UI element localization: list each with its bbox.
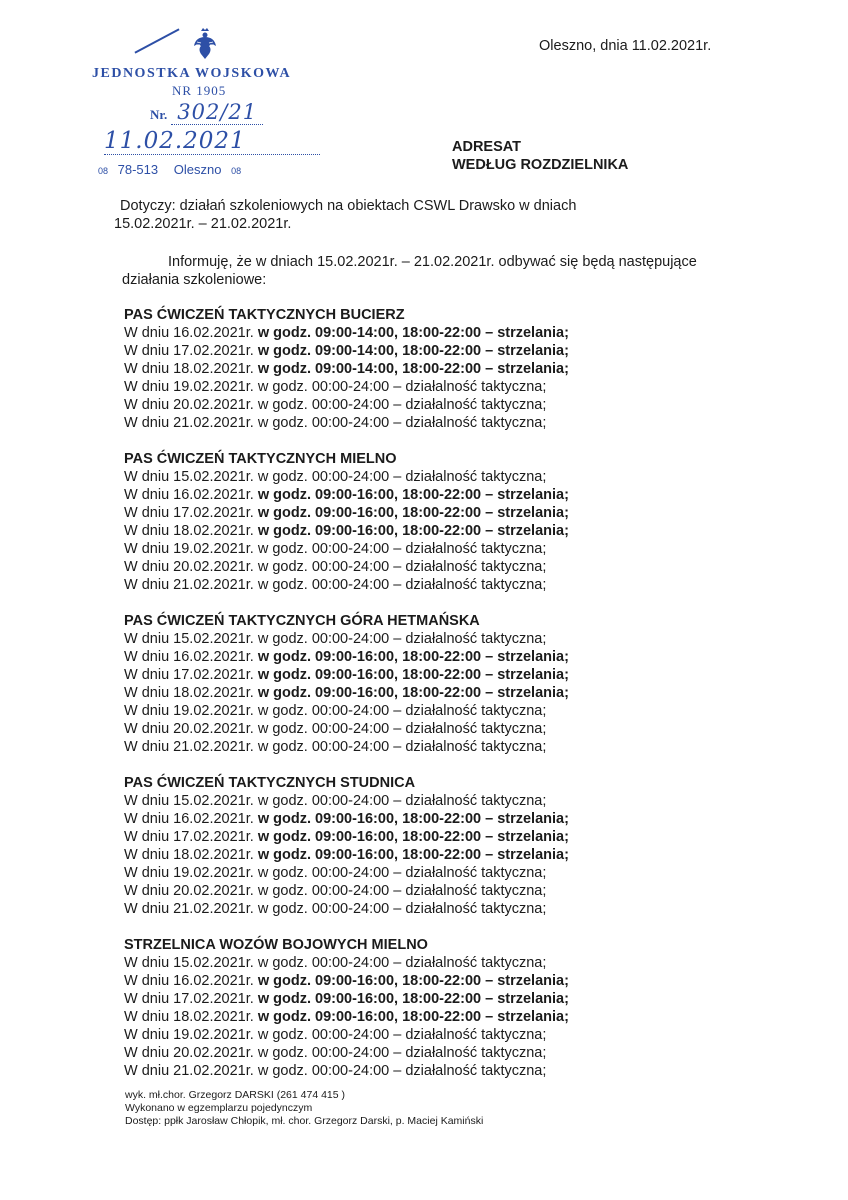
row-detail: w godz. 00:00-24:00 – działalność taktyczna;: [257, 901, 547, 917]
row-detail: w godz. 00:00-24:00 – działalność taktyczna;: [257, 469, 547, 485]
row-detail: w godz. 00:00-24:00 – działalność taktyczna;: [257, 1027, 547, 1043]
row-detail: w godz. 09:00-16:00, 18:00-22:00 – strzelania;: [257, 1009, 569, 1025]
schedule-row: [124, 738, 784, 756]
row-detail: w godz. 00:00-24:00 – działalność taktyczna;: [257, 577, 547, 593]
stamp-document-number: [150, 100, 263, 124]
schedule-section: [124, 306, 784, 432]
intro-line-1: Informuję, że w dniach 15.02.2021r. – 21.02.2021r. odbywać się będą następujące: [168, 254, 697, 270]
subject-label: Dotyczy:: [120, 198, 176, 214]
row-detail: w godz. 09:00-16:00, 18:00-22:00 – strzelania;: [257, 847, 569, 863]
schedule-row: [124, 810, 784, 828]
footer-author: wyk. mł.chor. Grzegorz DARSKI (261 474 415 ): [125, 1089, 346, 1101]
schedule-row: [124, 1008, 784, 1026]
training-schedule: [124, 306, 784, 1098]
row-detail: w godz. 00:00-24:00 – działalność taktyczna;: [257, 541, 547, 557]
row-date: W dniu 15.02.2021r.: [124, 469, 258, 485]
schedule-row: [124, 576, 784, 594]
subject-text: działań szkoleniowych na obiektach CSWL Drawsko w dniach: [175, 198, 577, 214]
footer-copies: Wykonano w egzemplarzu pojedynczym: [125, 1102, 313, 1114]
stamp-unit-number: NR 1905: [172, 83, 227, 98]
row-date: W dniu 17.02.2021r.: [124, 667, 258, 683]
row-date: W dniu 20.02.2021r.: [124, 721, 258, 737]
schedule-row: [124, 522, 784, 540]
row-date: W dniu 16.02.2021r.: [124, 811, 258, 827]
row-detail: w godz. 00:00-24:00 – działalność taktyczna;: [257, 739, 547, 755]
schedule-row: [124, 828, 784, 846]
schedule-row: [124, 882, 784, 900]
row-detail: w godz. 09:00-14:00, 18:00-22:00 – strzelania;: [257, 343, 569, 359]
stamp-city: Oleszno: [173, 162, 222, 177]
schedule-row: [124, 1044, 784, 1062]
section-title: STRZELNICA WOZÓW BOJOWYCH MIELNO: [124, 937, 428, 953]
schedule-row: [124, 900, 784, 918]
row-detail: w godz. 09:00-14:00, 18:00-22:00 – strzelania;: [257, 325, 569, 341]
row-detail: w godz. 09:00-16:00, 18:00-22:00 – strzelania;: [257, 973, 569, 989]
row-date: W dniu 20.02.2021r.: [124, 559, 258, 575]
addressee-block: [452, 138, 628, 174]
row-date: W dniu 16.02.2021r.: [124, 487, 258, 503]
stamp-number-label: Nr.: [150, 107, 168, 122]
addressee-line-1: ADRESAT: [452, 139, 522, 155]
row-date: W dniu 18.02.2021r.: [124, 523, 258, 539]
row-detail: w godz. 00:00-24:00 – działalność taktyczna;: [257, 955, 547, 971]
row-detail: w godz. 09:00-14:00, 18:00-22:00 – strzelania;: [257, 361, 569, 377]
intro-line-2: działania szkoleniowe:: [122, 272, 267, 288]
schedule-row: [124, 414, 784, 432]
schedule-section: [124, 612, 784, 756]
row-date: W dniu 19.02.2021r.: [124, 541, 258, 557]
schedule-row: [124, 666, 784, 684]
schedule-row: [124, 396, 784, 414]
row-detail: w godz. 00:00-24:00 – działalność taktyczna;: [257, 631, 547, 647]
schedule-row: [124, 1062, 784, 1080]
row-date: W dniu 21.02.2021r.: [124, 1063, 258, 1079]
row-date: W dniu 18.02.2021r.: [124, 361, 258, 377]
schedule-row: [124, 504, 784, 522]
section-title: PAS ĆWICZEŃ TAKTYCZNYCH STUDNICA: [124, 775, 416, 791]
stamp-unit-name: JEDNOSTKA WOJSKOWA: [92, 66, 292, 81]
row-detail: w godz. 00:00-24:00 – działalność taktyczna;: [257, 883, 547, 899]
schedule-row: [124, 1026, 784, 1044]
row-date: W dniu 21.02.2021r.: [124, 901, 258, 917]
row-date: W dniu 18.02.2021r.: [124, 847, 258, 863]
schedule-row: [124, 324, 784, 342]
row-date: W dniu 17.02.2021r.: [124, 829, 258, 845]
schedule-row: [124, 360, 784, 378]
section-title: PAS ĆWICZEŃ TAKTYCZNYCH GÓRA HETMAŃSKA: [124, 613, 480, 629]
row-date: W dniu 21.02.2021r.: [124, 577, 258, 593]
row-date: W dniu 18.02.2021r.: [124, 685, 258, 701]
schedule-section: [124, 774, 784, 918]
row-detail: w godz. 09:00-16:00, 18:00-22:00 – strzelania;: [257, 487, 569, 503]
row-date: W dniu 15.02.2021r.: [124, 631, 258, 647]
row-detail: w godz. 09:00-16:00, 18:00-22:00 – strzelania;: [257, 523, 569, 539]
row-date: W dniu 19.02.2021r.: [124, 379, 258, 395]
schedule-row: [124, 954, 784, 972]
row-date: W dniu 19.02.2021r.: [124, 1027, 258, 1043]
row-detail: w godz. 09:00-16:00, 18:00-22:00 – strzelania;: [257, 667, 569, 683]
schedule-row: [124, 342, 784, 360]
schedule-row: [124, 540, 784, 558]
row-date: W dniu 20.02.2021r.: [124, 1045, 258, 1061]
official-stamp: [90, 28, 340, 188]
stamp-postal-code: 78-513: [117, 162, 159, 177]
section-title: PAS ĆWICZEŃ TAKTYCZNYCH BUCIERZ: [124, 307, 405, 323]
row-detail: w godz. 09:00-16:00, 18:00-22:00 – strzelania;: [257, 811, 569, 827]
stamp-postal-line: [98, 162, 328, 177]
schedule-row: [124, 720, 784, 738]
schedule-row: [124, 792, 784, 810]
signature-stroke: [134, 28, 179, 53]
stamp-code-left: 08: [98, 166, 109, 176]
row-date: W dniu 16.02.2021r.: [124, 325, 258, 341]
schedule-row: [124, 378, 784, 396]
row-date: W dniu 17.02.2021r.: [124, 343, 258, 359]
section-title: PAS ĆWICZEŃ TAKTYCZNYCH MIELNO: [124, 451, 397, 467]
place-and-date: Oleszno, dnia 11.02.2021r.: [539, 38, 712, 54]
row-date: W dniu 19.02.2021r.: [124, 703, 258, 719]
row-detail: w godz. 00:00-24:00 – działalność taktyczna;: [257, 793, 547, 809]
schedule-row: [124, 990, 784, 1008]
subject-paragraph: [114, 197, 780, 233]
schedule-row: [124, 630, 784, 648]
row-detail: w godz. 00:00-24:00 – działalność taktyczna;: [257, 379, 547, 395]
row-detail: w godz. 09:00-16:00, 18:00-22:00 – strzelania;: [257, 505, 569, 521]
row-date: W dniu 15.02.2021r.: [124, 955, 258, 971]
addressee-line-2: WEDŁUG ROZDZIELNIKA: [452, 157, 629, 173]
schedule-section: [124, 936, 784, 1080]
schedule-row: [124, 702, 784, 720]
row-date: W dniu 17.02.2021r.: [124, 991, 258, 1007]
row-detail: w godz. 00:00-24:00 – działalność taktyczna;: [257, 865, 547, 881]
schedule-row: [124, 486, 784, 504]
row-detail: w godz. 00:00-24:00 – działalność taktyczna;: [257, 1063, 547, 1079]
row-date: W dniu 20.02.2021r.: [124, 883, 258, 899]
row-detail: w godz. 00:00-24:00 – działalność taktyczna;: [257, 559, 547, 575]
stamp-date-handwritten: 11.02.2021: [104, 128, 320, 155]
stamp-number-handwritten: 302/21: [171, 100, 263, 125]
row-date: W dniu 15.02.2021r.: [124, 793, 258, 809]
row-detail: w godz. 00:00-24:00 – działalność taktyczna;: [257, 397, 547, 413]
schedule-row: [124, 972, 784, 990]
row-detail: w godz. 00:00-24:00 – działalność taktyczna;: [257, 415, 547, 431]
eagle-emblem-icon: [193, 28, 217, 60]
row-date: W dniu 16.02.2021r.: [124, 973, 258, 989]
row-detail: w godz. 00:00-24:00 – działalność taktyczna;: [257, 721, 547, 737]
row-detail: w godz. 09:00-16:00, 18:00-22:00 – strzelania;: [257, 829, 569, 845]
schedule-row: [124, 684, 784, 702]
row-date: W dniu 17.02.2021r.: [124, 505, 258, 521]
row-date: W dniu 21.02.2021r.: [124, 739, 258, 755]
subject-dates: 15.02.2021r. – 21.02.2021r.: [114, 216, 292, 232]
stamp-code-right: 08: [231, 166, 242, 176]
schedule-row: [124, 558, 784, 576]
row-date: W dniu 21.02.2021r.: [124, 415, 258, 431]
row-date: W dniu 20.02.2021r.: [124, 397, 258, 413]
row-date: W dniu 19.02.2021r.: [124, 865, 258, 881]
row-date: W dniu 18.02.2021r.: [124, 1009, 258, 1025]
schedule-row: [124, 468, 784, 486]
row-detail: w godz. 09:00-16:00, 18:00-22:00 – strzelania;: [257, 649, 569, 665]
row-detail: w godz. 00:00-24:00 – działalność taktyczna;: [257, 703, 547, 719]
schedule-section: [124, 450, 784, 594]
schedule-row: [124, 846, 784, 864]
footer-access: Dostęp: ppłk Jarosław Chłopik, mł. chor. Grzegorz Darski, p. Maciej Kamiński: [125, 1115, 484, 1127]
schedule-row: [124, 648, 784, 666]
row-detail: w godz. 00:00-24:00 – działalność taktyczna;: [257, 1045, 547, 1061]
row-detail: w godz. 09:00-16:00, 18:00-22:00 – strzelania;: [257, 991, 569, 1007]
schedule-row: [124, 864, 784, 882]
document-footer: [125, 1089, 483, 1128]
row-date: W dniu 16.02.2021r.: [124, 649, 258, 665]
row-detail: w godz. 09:00-16:00, 18:00-22:00 – strzelania;: [257, 685, 569, 701]
